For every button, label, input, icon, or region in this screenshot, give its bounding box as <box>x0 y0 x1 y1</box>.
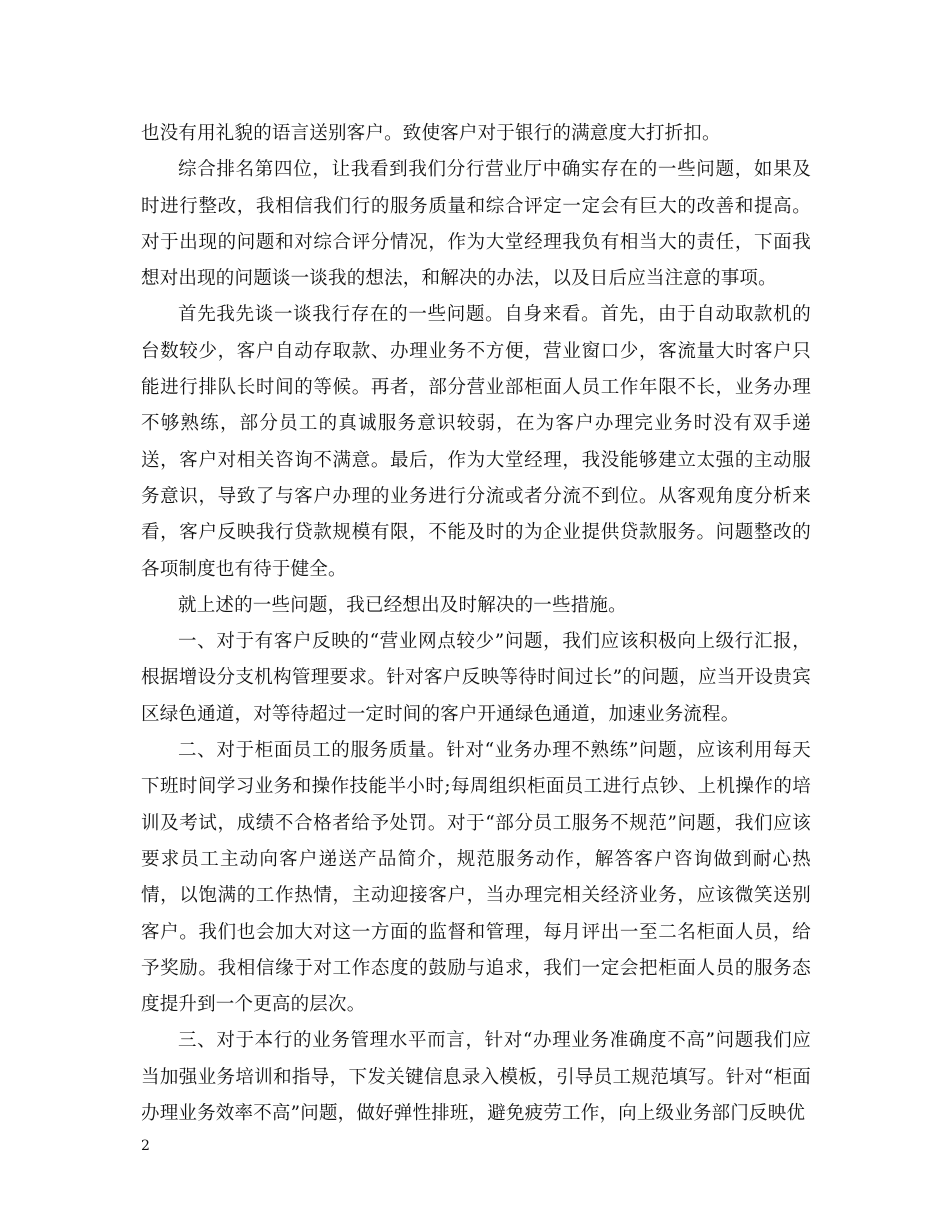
paragraph-ranking: 综合排名第四位，让我看到我们分行营业厅中确实存在的一些问题，如果及时进行整改，我相信我们行的服务质量和综合评定一定会有巨大的改善和提高。对于出现的问题和对综合评分情况，作为大堂经理我负有相当大的责任，下面我想对出现的问题谈一谈我的想法，和解决的办法，以及日后应当注意的事项。 <box>141 159 811 290</box>
paragraph-measure-two: 二、对于柜面员工的服务质量。针对“业务办理不熟练”问题，应该利用每天下班时间学习业务和操作技能半小时;每周组织柜面员工进行点钞、上机操作的培训及考试，成绩不合格者给予处罚。对于“部分员工服务不规范”问题，我们应该要求员工主动向客户递送产品简介，规范服务动作，解答客户咨询做到耐心热情，以饱满的工作热情，主动迎接客户，当办理完相关经济业务，应该微笑送别客户。我们也会加大对这一方面的监督和管理，每月评出一至二名柜面人员，给予奖励。我相信缘于对工作态度的鼓励与追求，我们一定会把柜面人员的服务态度提升到一个更高的层次。 <box>141 740 811 1016</box>
document-body <box>141 116 811 1132</box>
paragraph-measure-three: 三、对于本行的业务管理水平而言，针对“办理业务准确度不高”问题我们应当加强业务培训和指导，下发关键信息录入模板，引导员工规范填写。针对“柜面办理业务效率不高”问题，做好弹性排班，避免疲劳工作，向上级业务部门反映优 <box>141 1030 811 1125</box>
paragraph-measure-one: 一、对于有客户反映的“营业网点较少”问题，我们应该积极向上级行汇报，根据增设分支机构管理要求。针对客户反映等待时间过长”的问题，应当开设贵宾区绿色通道，对等待超过一定时间的客户开通绿色通道，加速业务流程。 <box>141 631 811 725</box>
paragraph-measures-intro: 就上述的一些问题，我已经想出及时解决的一些措施。 <box>178 594 627 616</box>
page-number: 2 <box>141 1138 150 1154</box>
paragraph-continuation: 也没有用礼貌的语言送别客户。致使客户对于银行的满意度大打折扣。 <box>141 123 721 144</box>
paragraph-problems: 首先我先谈一谈我行存在的一些问题。自身来看。首先，由于自动取款机的台数较少，客户自动存取款、办理业务不方便，营业窗口少，客流量大时客户只能进行排队长时间的等候。再者，部分营业部柜面人员工作年限不长，业务办理不够熟练，部分员工的真诚服务意识较弱，在为客户办理完业务时没有双手递送，客户对相关咨询不满意。最后，作为大堂经理，我没能够建立太强的主动服务意识，导致了与客户办理的业务进行分流或者分流不到位。从客观角度分析来看，客户反映我行贷款规模有限，不能及时的为企业提供贷款服务。问题整改的各项制度也有待于健全。 <box>141 304 811 580</box>
